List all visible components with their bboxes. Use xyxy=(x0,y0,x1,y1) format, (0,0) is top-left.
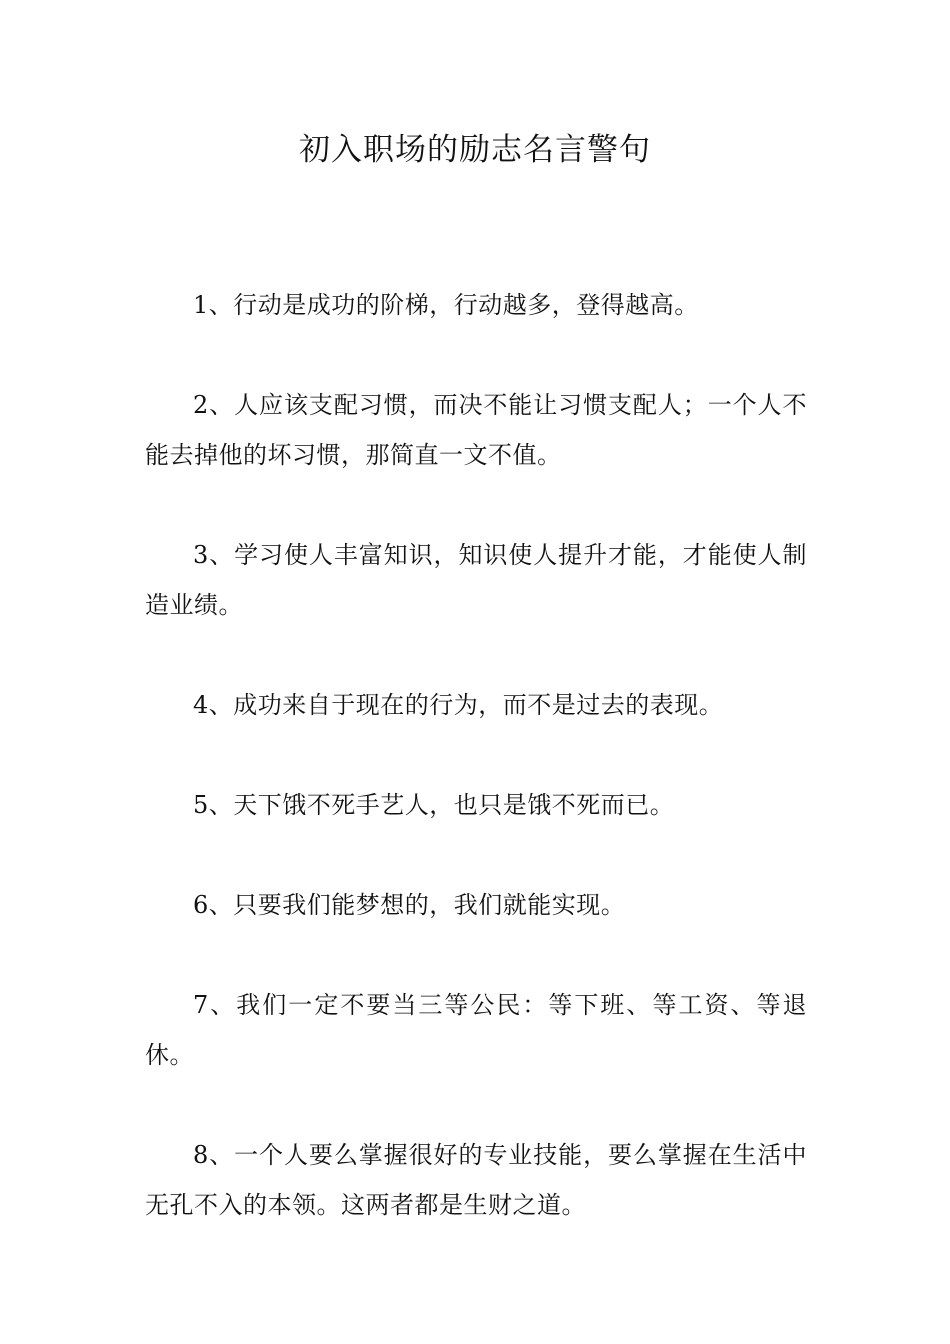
quote-list xyxy=(145,280,807,1280)
page-title: 初入职场的励志名言警句 xyxy=(299,132,651,168)
quote-paragraph-1: 1、行动是成功的阶梯，行动越多，登得越高。 xyxy=(193,291,699,319)
quote-paragraph-6: 6、只要我们能梦想的，我们就能实现。 xyxy=(193,891,626,919)
quote-paragraph-8: 8、一个人要么掌握很好的专业技能，要么掌握在生活中无孔不入的本领。这两者都是生财之道。 xyxy=(145,1141,807,1219)
quote-paragraph-3: 3、学习使人丰富知识，知识使人提升才能，才能使人制造业绩。 xyxy=(145,541,807,619)
quote-paragraph-7: 7、我们一定不要当三等公民：等下班、等工资、等退休。 xyxy=(145,991,807,1069)
quote-paragraph-2: 2、人应该支配习惯，而决不能让习惯支配人；一个人不能去掉他的坏习惯，那简直一文不值。 xyxy=(145,391,807,469)
quote-paragraph-5: 5、天下饿不死手艺人，也只是饿不死而已。 xyxy=(193,791,675,819)
quote-paragraph-4: 4、成功来自于现在的行为，而不是过去的表现。 xyxy=(193,691,724,719)
